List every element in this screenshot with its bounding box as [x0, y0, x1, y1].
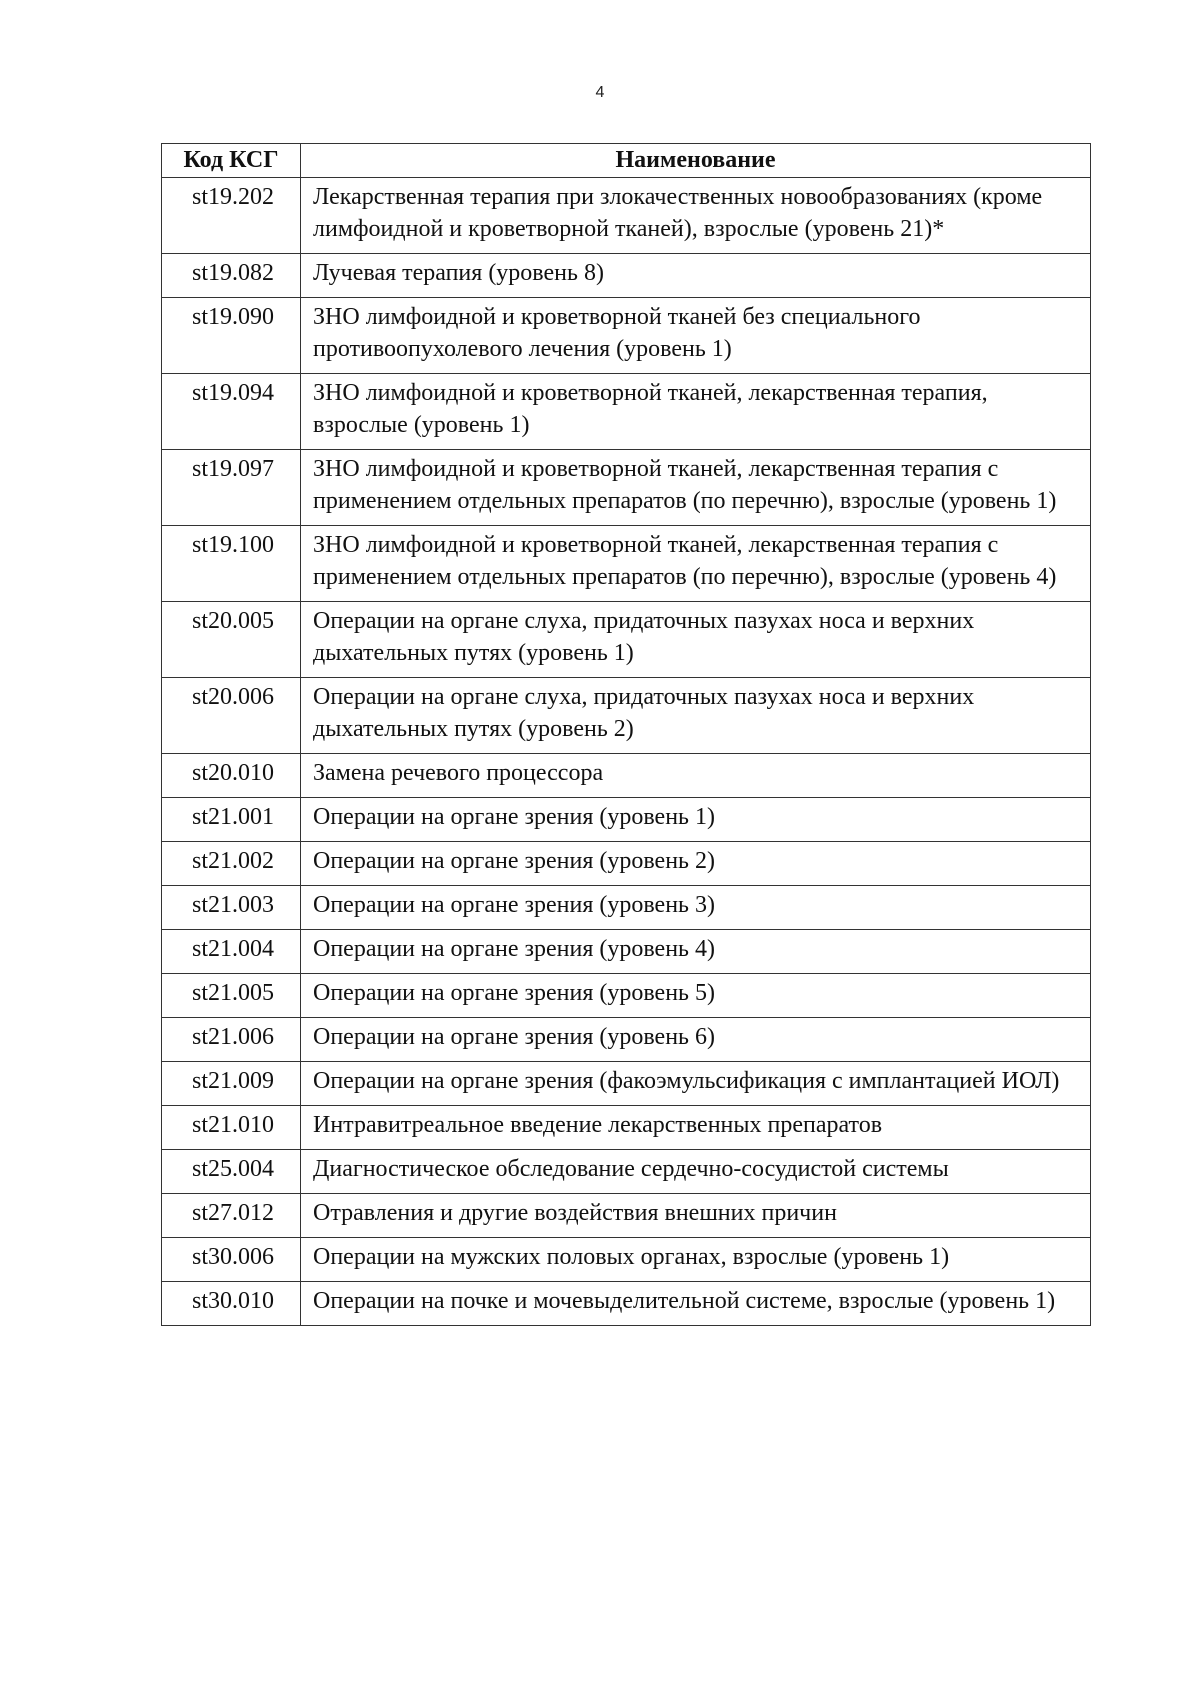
row-name: Лучевая терапия (уровень 8): [301, 254, 1091, 298]
table-row: [162, 1018, 1091, 1062]
row-code: st21.010: [162, 1106, 301, 1150]
row-name: Операции на органе слуха, придаточных пазухах носа и верхних дыхательных путях (уровень 2): [301, 678, 1091, 754]
row-name: Операции на органе зрения (факоэмульсификация с имплантацией ИОЛ): [301, 1062, 1091, 1106]
row-code: st25.004: [162, 1150, 301, 1194]
row-code: st19.097: [162, 450, 301, 526]
row-name: Операции на органе зрения (уровень 6): [301, 1018, 1091, 1062]
row-code: st21.003: [162, 886, 301, 930]
row-code: st20.006: [162, 678, 301, 754]
table-row: [162, 1150, 1091, 1194]
row-code: st21.006: [162, 1018, 301, 1062]
table-row: [162, 678, 1091, 754]
table-row: [162, 450, 1091, 526]
table-row: [162, 1238, 1091, 1282]
table-row: [162, 602, 1091, 678]
table-row: [162, 178, 1091, 254]
table-row: [162, 298, 1091, 374]
row-code: st19.082: [162, 254, 301, 298]
row-name: Операции на органе зрения (уровень 1): [301, 798, 1091, 842]
table-row: [162, 886, 1091, 930]
row-name: Операции на почке и мочевыделительной системе, взрослые (уровень 1): [301, 1282, 1091, 1326]
table-row: [162, 1106, 1091, 1150]
table-row: [162, 374, 1091, 450]
row-code: st19.094: [162, 374, 301, 450]
row-code: st21.004: [162, 930, 301, 974]
row-name: ЗНО лимфоидной и кроветворной тканей, лекарственная терапия с применением отдельных препаратов (по перечню), взрослые (уровень 4): [301, 526, 1091, 602]
row-code: st20.010: [162, 754, 301, 798]
row-name: Интравитреальное введение лекарственных препаратов: [301, 1106, 1091, 1150]
row-name: ЗНО лимфоидной и кроветворной тканей, лекарственная терапия с применением отдельных препаратов (по перечню), взрослые (уровень 1): [301, 450, 1091, 526]
table-row: [162, 1062, 1091, 1106]
table-row: [162, 842, 1091, 886]
row-name: ЗНО лимфоидной и кроветворной тканей, лекарственная терапия, взрослые (уровень 1): [301, 374, 1091, 450]
row-code: st27.012: [162, 1194, 301, 1238]
table-row: [162, 754, 1091, 798]
row-name: Операции на органе зрения (уровень 4): [301, 930, 1091, 974]
row-code: st21.002: [162, 842, 301, 886]
row-code: st30.010: [162, 1282, 301, 1326]
table-row: [162, 798, 1091, 842]
row-name: Операции на органе зрения (уровень 3): [301, 886, 1091, 930]
row-name: Операции на мужских половых органах, взрослые (уровень 1): [301, 1238, 1091, 1282]
row-code: st19.090: [162, 298, 301, 374]
ksg-table: [161, 143, 1091, 1326]
row-name: Отравления и другие воздействия внешних причин: [301, 1194, 1091, 1238]
row-code: st21.005: [162, 974, 301, 1018]
row-code: st19.100: [162, 526, 301, 602]
row-code: st30.006: [162, 1238, 301, 1282]
row-name: Операции на органе слуха, придаточных пазухах носа и верхних дыхательных путях (уровень 1): [301, 602, 1091, 678]
row-name: Лекарственная терапия при злокачественных новообразованиях (кроме лимфоидной и кроветворной тканей), взрослые (уровень 21)*: [301, 178, 1091, 254]
row-name: Операции на органе зрения (уровень 2): [301, 842, 1091, 886]
table-row: [162, 526, 1091, 602]
row-name: Диагностическое обследование сердечно-сосудистой системы: [301, 1150, 1091, 1194]
page-number: 4: [595, 84, 605, 101]
table-row: [162, 974, 1091, 1018]
table-row: [162, 254, 1091, 298]
table-row: [162, 1282, 1091, 1326]
table-header-row: [162, 144, 1091, 178]
row-name: Операции на органе зрения (уровень 5): [301, 974, 1091, 1018]
row-name: ЗНО лимфоидной и кроветворной тканей без специального противоопухолевого лечения (уровень 1): [301, 298, 1091, 374]
header-code: Код КСГ: [162, 144, 301, 178]
row-name: Замена речевого процессора: [301, 754, 1091, 798]
table-row: [162, 930, 1091, 974]
header-name: Наименование: [301, 144, 1091, 178]
row-code: st21.001: [162, 798, 301, 842]
row-code: st19.202: [162, 178, 301, 254]
row-code: st21.009: [162, 1062, 301, 1106]
table-row: [162, 1194, 1091, 1238]
row-code: st20.005: [162, 602, 301, 678]
